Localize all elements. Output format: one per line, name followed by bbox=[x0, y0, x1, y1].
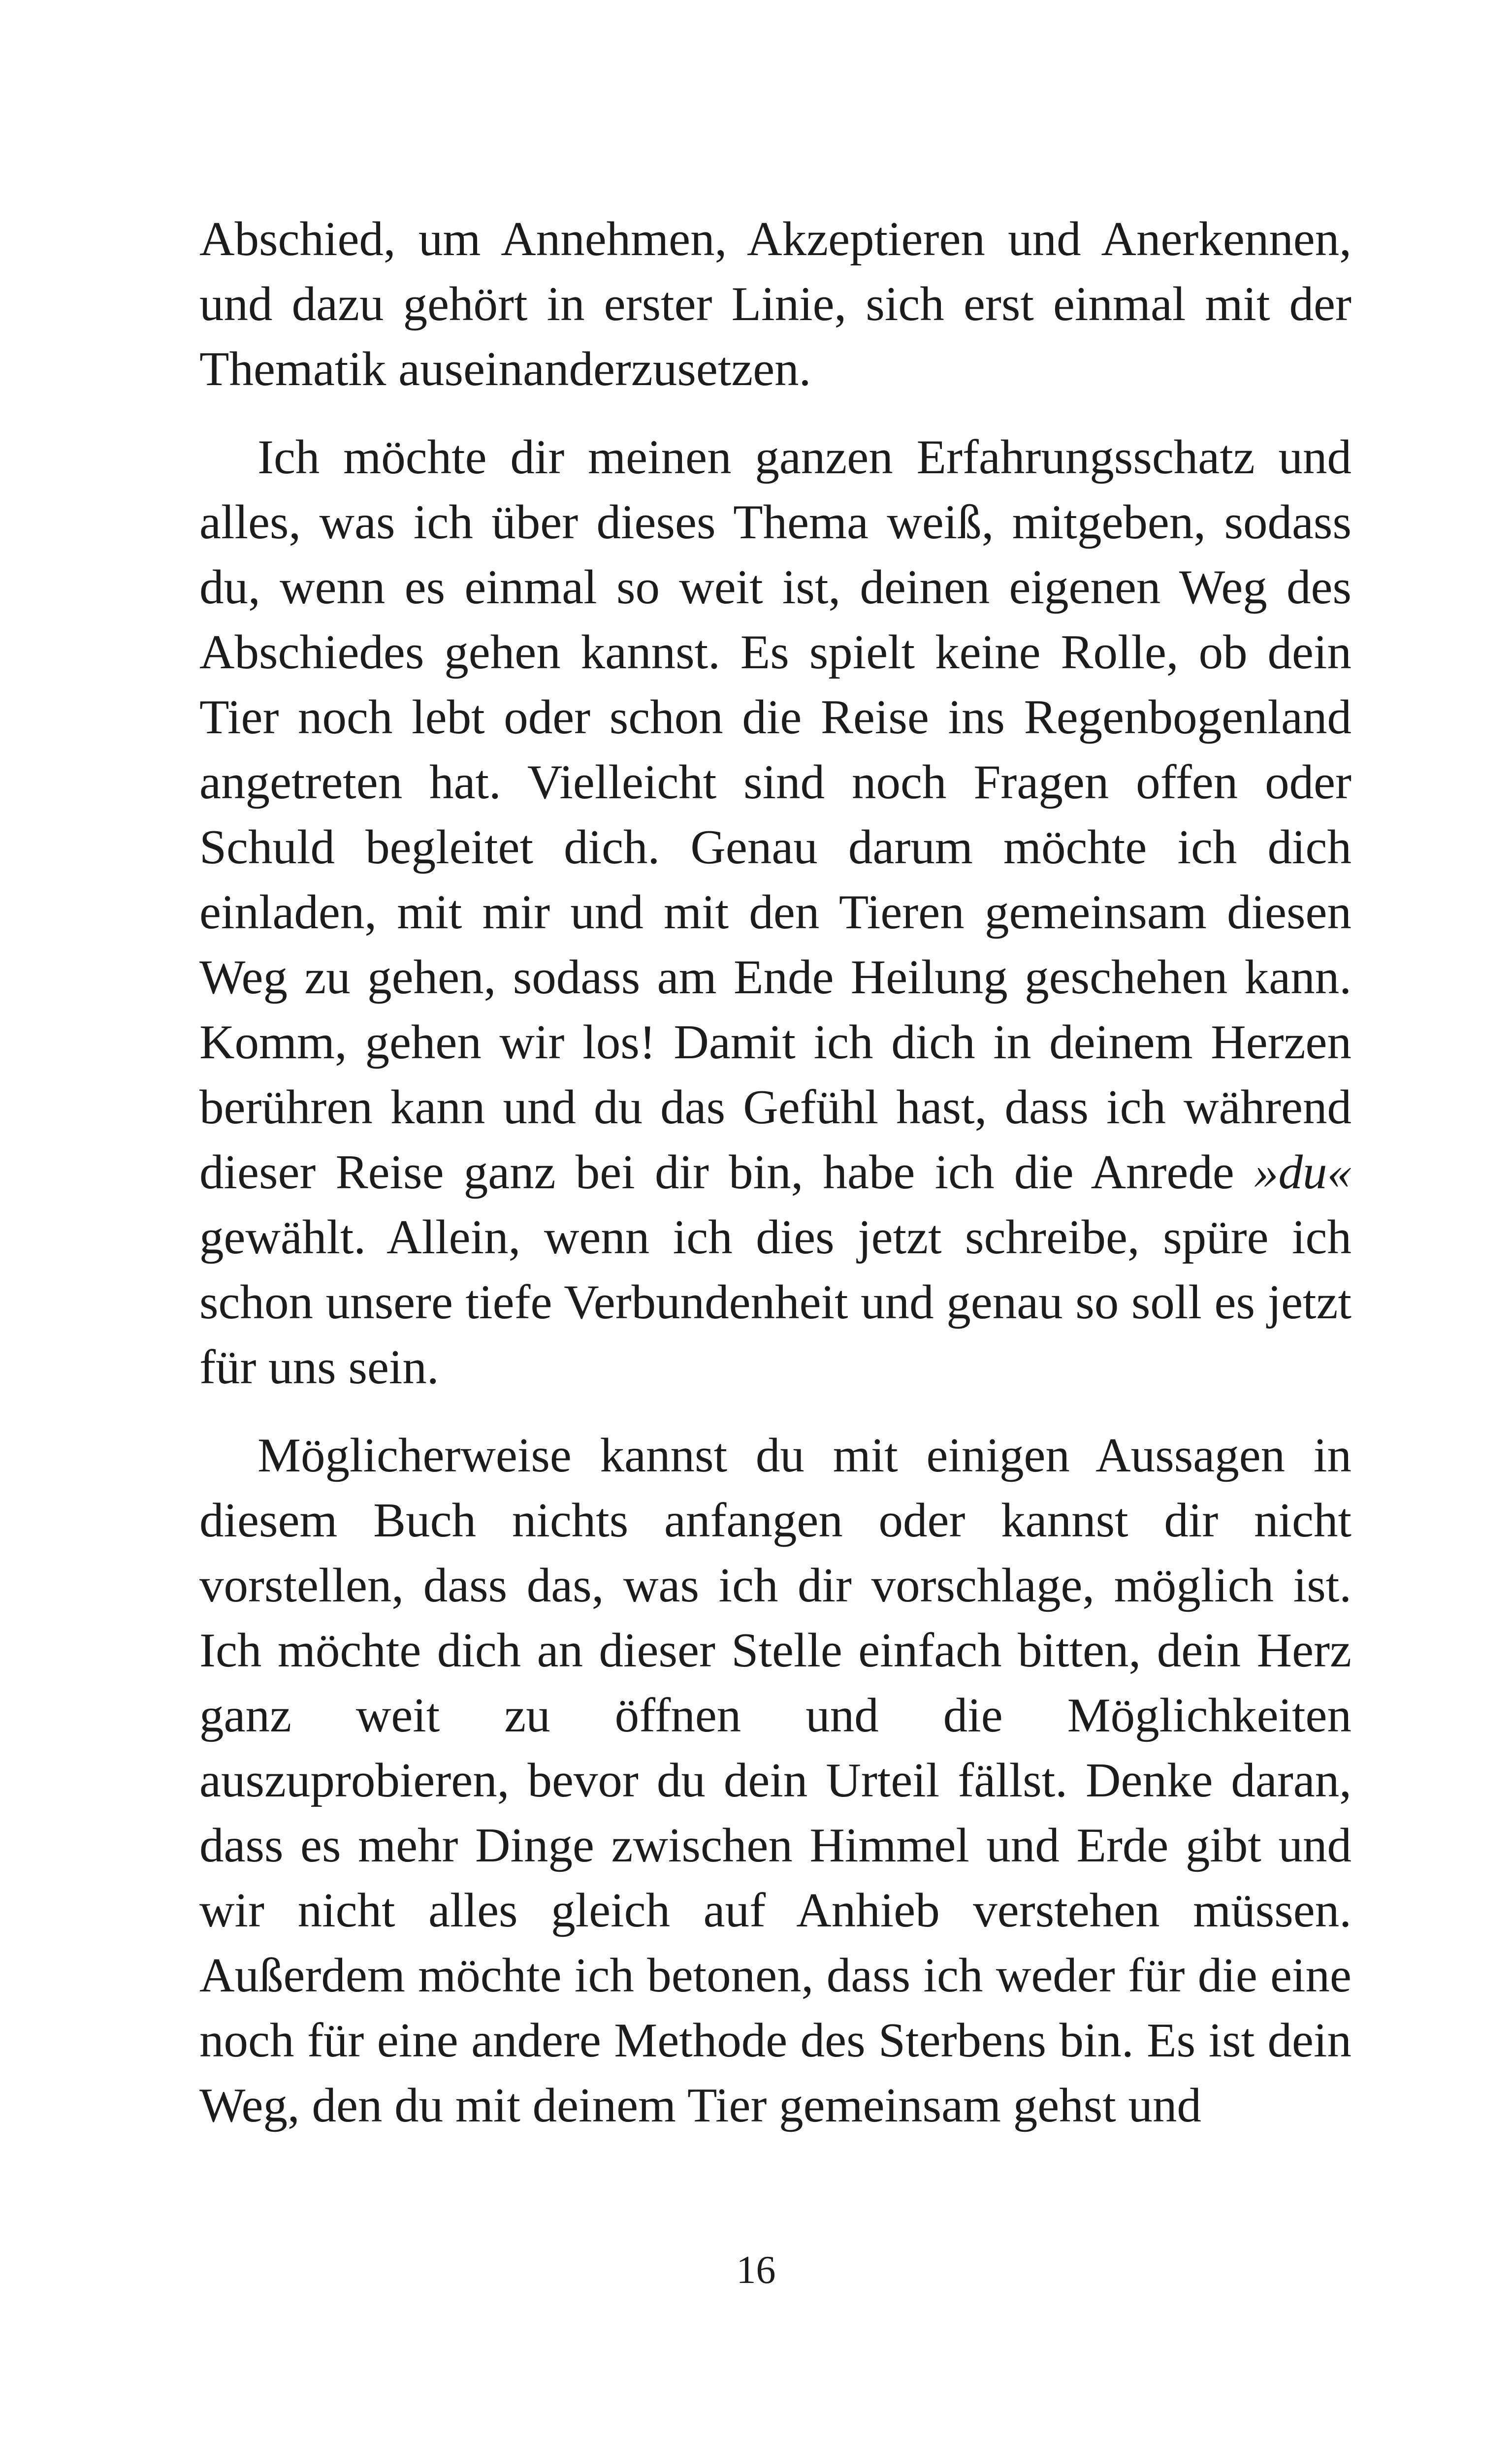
page-number: 16 bbox=[736, 2248, 776, 2292]
paragraph-1 bbox=[199, 207, 1351, 402]
paragraph-2 bbox=[199, 425, 1351, 1400]
paragraph-1-text: Abschied, um Annehmen, Akzeptieren und Anerkennen, und dazu gehört in erster Linie, sich erst einmal mit der Thematik auseinanderzusetzen. bbox=[199, 212, 1351, 396]
paragraph-3-text: Möglicherweise kannst du mit einigen Aussagen in diesem Buch nichts anfangen oder kannst dir nicht vorstellen, dass das, was ich dir vorschlage, möglich ist. Ich möchte dich an dieser Stelle einfach bitten, dein Herz ganz weit zu öffnen und die Möglichkeiten auszuprobieren, bevor du dein Urteil fällst. Denke daran, dass es mehr Dinge zwischen Himmel und Erde gibt und wir nicht alles gleich auf Anhieb verstehen müssen. Außerdem möchte ich betonen, dass ich weder für die eine noch für eine andere Methode des Sterbens bin. Es ist dein Weg, den du mit deinem Tier gemeinsam gehst und bbox=[199, 1429, 1351, 2132]
paragraph-2-text-a: Ich möchte dir meinen ganzen Erfahrungsschatz und alles, was ich über dieses Thema weiß, mitgeben, sodass du, wenn es einmal so weit ist, deinen eigenen Weg des Abschiedes gehen kannst. Es spielt keine Rolle, ob dein Tier noch lebt oder schon die Reise ins Regenbogenland angetreten hat. Vielleicht sind noch Fragen offen oder Schuld begleitet dich. Genau darum möchte ich dich einladen, mit mir und mit den Tieren gemeinsam diesen Weg zu gehen, sodass am Ende Heilung geschehen kann. Komm, gehen wir los! Damit ich dich in deinem Herzen berühren kann und du das Gefühl hast, dass ich während dieser Reise ganz bei dir bin, habe ich die Anrede bbox=[199, 430, 1351, 1199]
paragraph-3 bbox=[199, 1423, 1351, 2138]
paragraph-2-text-b: gewählt. Allein, wenn ich dies jetzt schreibe, spüre ich schon unsere tiefe Verbundenheit und genau so soll es jetzt für uns sein. bbox=[199, 1210, 1351, 1394]
paragraph-2-italic-du: »du« bbox=[1254, 1145, 1351, 1199]
body-text bbox=[199, 207, 1351, 2138]
